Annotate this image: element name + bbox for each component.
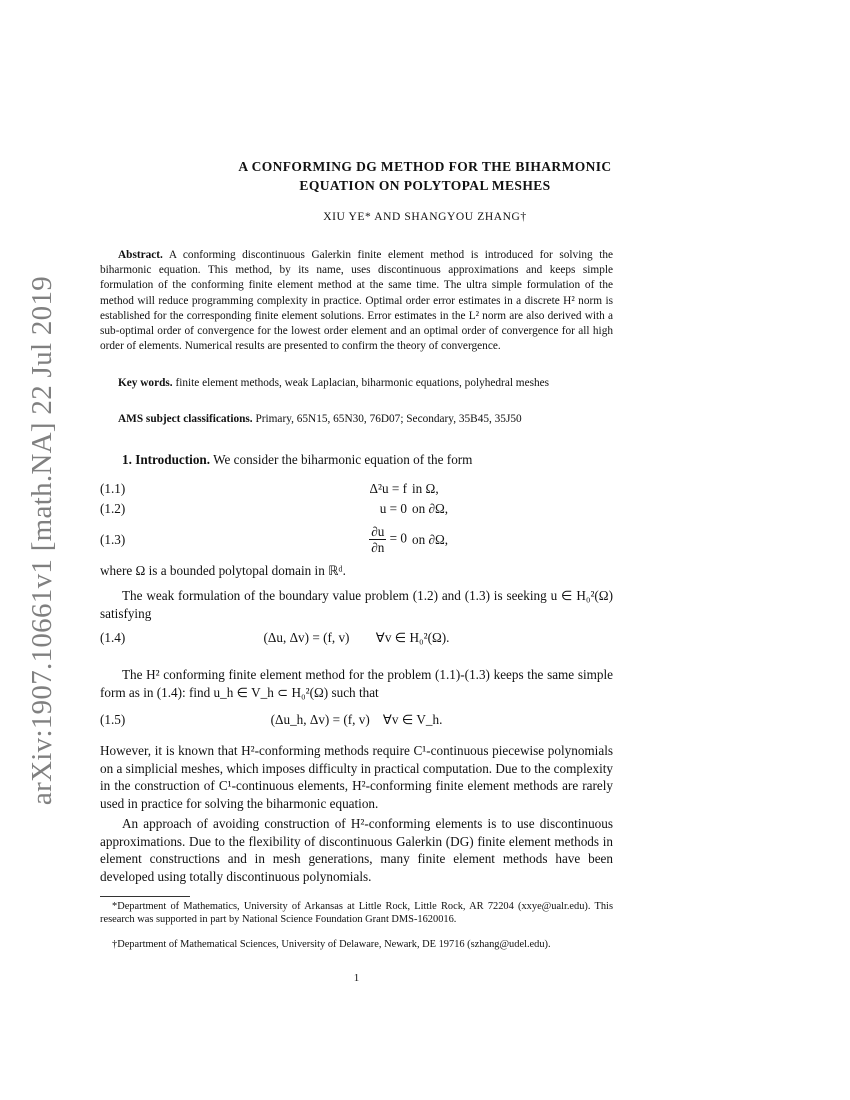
- abstract-label: Abstract.: [118, 249, 163, 261]
- title-line-2: EQUATION ON POLYTOPAL MESHES: [299, 178, 551, 193]
- equation-rhs: in Ω,: [412, 481, 439, 496]
- equation-number: (1.5): [100, 712, 126, 727]
- intro-paragraph: [100, 451, 613, 469]
- keywords: [118, 377, 618, 389]
- keywords-label: Key words.: [118, 377, 173, 389]
- equation-lhs-tail: = 0: [389, 530, 407, 546]
- fraction-numerator: ∂u: [371, 524, 385, 539]
- arxiv-identifier: [26, 275, 59, 805]
- equation-rhs: on ∂Ω,: [412, 532, 449, 547]
- equation-number: (1.2): [100, 501, 126, 516]
- abstract: [100, 248, 613, 354]
- equation-1-5: [100, 712, 613, 732]
- title-line-1: A CONFORMING DG METHOD FOR THE BIHARMONIC: [238, 159, 612, 174]
- arxiv-identifier-text: arXiv:1907.10661v1 [math.NA] 22 Jul 2019: [26, 275, 59, 805]
- equation-number: (1.3): [100, 532, 126, 547]
- page-number: 1: [353, 972, 360, 984]
- equation-number: (1.4): [100, 630, 126, 645]
- abstract-text: A conforming discontinuous Galerkin finite element method is introduced for solving the biharmonic equation. This method, by its name, uses discontinuous approximations and keeps simple formulation of the conforming finite element method at the same time. The ultra simple formulation of the method will reduce programming complexity in practice. Optimal order error estimates in a discrete H² norm is established for the corresponding finite element solutions. Error estimates in the L² norm are also derived with a sub-optimal order of convergence for the lowest order element and an optimal order of convergence for all high order of elements. Numerical results are presented to confirm the theory of convergence.: [100, 249, 613, 353]
- domain-sentence: where Ω is a bounded polytopal domain in ℝᵈ.: [100, 563, 346, 578]
- ams-classifications: [118, 413, 618, 425]
- keywords-text: finite element methods, weak Laplacian, biharmonic equations, polyhedral meshes: [175, 377, 550, 389]
- h2-conforming-paragraph: The H² conforming finite element method for the problem (1.1)-(1.3) keeps the same simple form as in (1.4): find u_h ∈ V_h ⊂ H₀²(Ω) such that: [100, 667, 613, 700]
- equation-1-1: [100, 481, 613, 501]
- ams-label: AMS subject classifications.: [118, 413, 253, 425]
- equation-body: (Δu, Δv) = (f, v) ∀v ∈ H₀²(Ω).: [263, 630, 450, 645]
- section-heading: 1. Introduction.: [122, 452, 211, 467]
- ams-text: Primary, 65N15, 65N30, 76D07; Secondary, 35B45, 35J50: [255, 413, 522, 425]
- footnote-rule: [100, 896, 190, 897]
- equation-1-3: [100, 524, 613, 556]
- fraction-denominator: ∂n: [371, 540, 385, 555]
- equation-lhs: u = 0: [379, 501, 407, 516]
- equation-body: (Δu_h, Δv) = (f, v) ∀v ∈ V_h.: [270, 712, 443, 727]
- however-paragraph: However, it is known that H²-conforming methods require C¹-continuous piecewise polynomials on a simplicial meshes, which imposes difficulty in practical computation. Due to the complexity in the construction of C¹-continuous elements, H²-conforming finite element methods are rarely used in practice for solving the biharmonic equation.: [100, 743, 613, 811]
- equation-lhs: [369, 524, 407, 555]
- intro-text: We consider the biharmonic equation of the form: [213, 452, 473, 467]
- footnote-2: †Department of Mathematical Sciences, University of Delaware, Newark, DE 19716 (szhang@udel.edu).: [112, 939, 551, 950]
- approach-paragraph: An approach of avoiding construction of H²-conforming elements is to use discontinuous approximations. Due to the flexibility of discontinuous Galerkin (DG) finite element methods in element constructions and in mesh generations, many finite element methods have been developed using totally discontinuous polynomials.: [100, 816, 613, 884]
- weak-formulation-paragraph: The weak formulation of the boundary value problem (1.2) and (1.3) is seeking u ∈ H₀²(Ω) satisfying: [100, 588, 613, 621]
- footnote-1: *Department of Mathematics, University of Arkansas at Little Rock, Little Rock, AR 72204 (xxye@ualr.edu). This research was supported in part by National Science Foundation Grant DMS-1620016.: [100, 901, 613, 926]
- equation-1-4: [100, 630, 613, 650]
- equation-1-2: [100, 501, 613, 521]
- authors: XIU YE* AND SHANGYOU ZHANG†: [323, 211, 527, 223]
- partial-fraction: [369, 524, 386, 555]
- equation-rhs: on ∂Ω,: [412, 501, 449, 516]
- equation-number: (1.1): [100, 481, 126, 496]
- paper-title: [100, 157, 750, 195]
- equation-lhs: Δ²u = f: [369, 481, 407, 496]
